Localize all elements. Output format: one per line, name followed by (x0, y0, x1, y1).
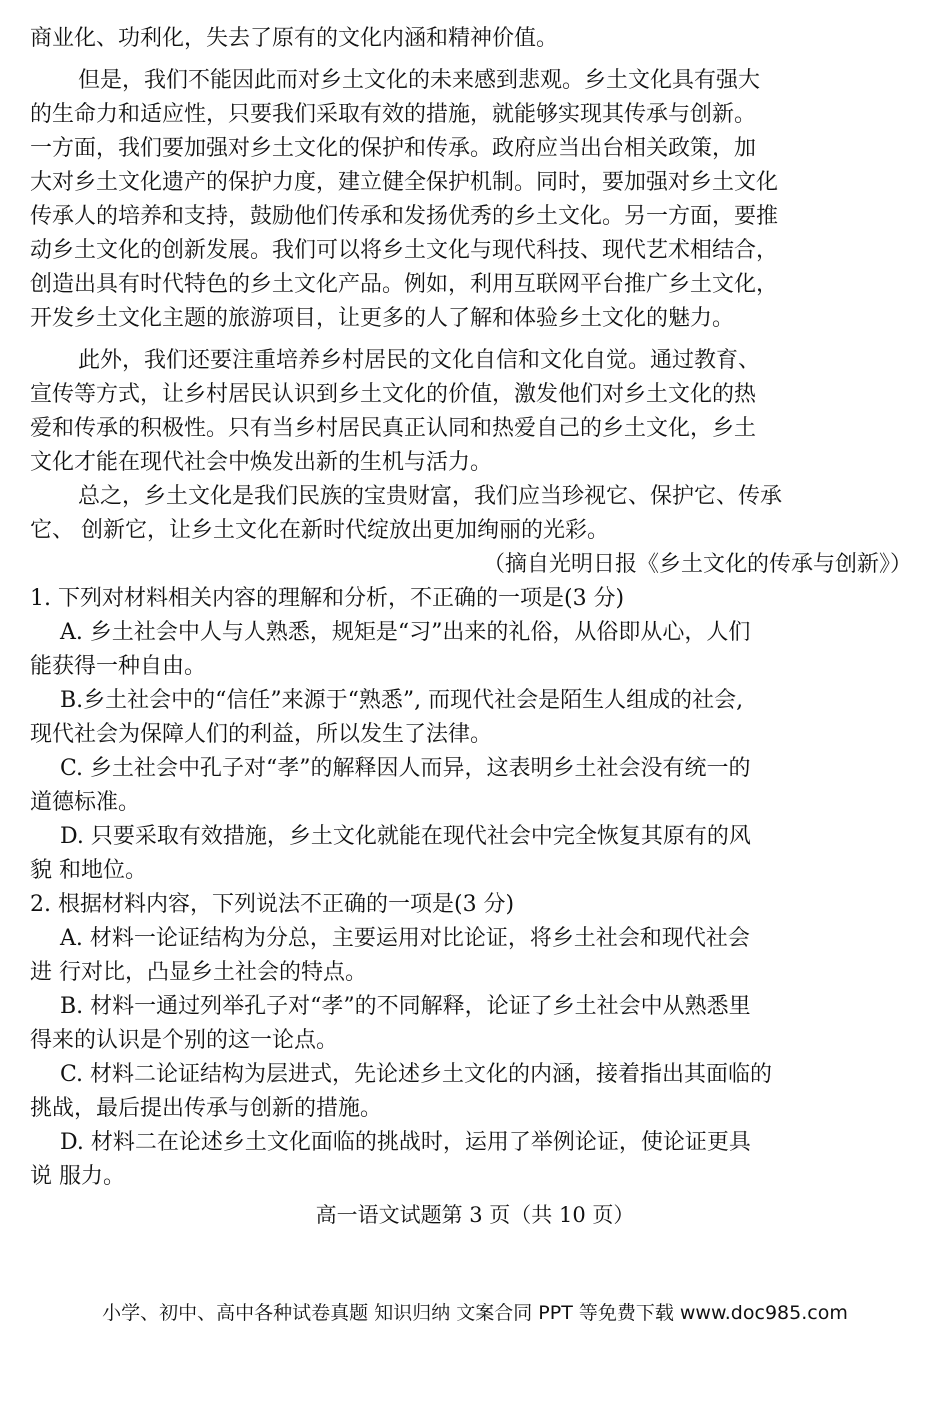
text-line: 一方面，我们要加强对乡土文化的保护和传承。政府应当出台相关政策，加 (30, 136, 757, 161)
text-line: 进 行对比，凸显乡土社会的特点。 (30, 960, 367, 985)
text-line: 大对乡土文化遗产的保护力度，建立健全保护机制。同时，要加强对乡土文化 (30, 170, 779, 195)
question-1-option-c: C. 乡土社会中孔子对“孝”的解释因人而异，这表明乡土社会没有统一的 (60, 756, 751, 781)
paragraph-start-line: 此外，我们还要注重培养乡村居民的文化自信和文化自觉。通过教育、 (78, 348, 761, 373)
text-line: 创造出具有时代特色的乡土文化产品。例如，利用互联网平台推广乡土文化， (30, 272, 779, 297)
text-line: 动乡土文化的创新发展。我们可以将乡土文化与现代科技、现代艺术相结合， (30, 238, 779, 263)
footer-watermark: 小学、初中、高中各种试卷真题 知识归纳 文案合同 PPT 等免费下载 www.doc985.com (102, 1302, 848, 1324)
text-line: 宣传等方式，让乡村居民认识到乡土文化的价值，激发他们对乡土文化的热 (30, 382, 757, 407)
question-2-option-d: D. 材料二在论述乡土文化面临的挑战时，运用了举例论证，使论证更具 (60, 1130, 751, 1155)
text-line: 能获得一种自由。 (30, 654, 207, 679)
page-number: 高一语文试题第 3 页（共 10 页） (315, 1203, 635, 1227)
text-line: 道德标准。 (30, 790, 141, 815)
question-2-option-c: C. 材料二论证结构为层进式，先论述乡土文化的内涵，接着指出其面临的 (60, 1062, 773, 1087)
question-1-option-b: B.乡土社会中的“信任”来源于“熟悉”, 而现代社会是陌生人组成的社会, (60, 688, 744, 713)
text-line: 传承人的培养和支持，鼓励他们传承和发扬优秀的乡土文化。另一方面，要推 (30, 204, 779, 229)
document-body (30, 22, 918, 1194)
question-2-option-b: B. 材料一通过列举孔子对“孝”的不同解释，论证了乡土社会中从熟悉里 (60, 994, 751, 1019)
text-line: 现代社会为保障人们的利益，所以发生了法律。 (30, 722, 493, 747)
question-1-option-a: A. 乡土社会中人与人熟悉，规矩是“习”出来的礼俗，从俗即从心，人们 (60, 620, 751, 645)
paragraph-start-line: 但是，我们不能因此而对乡土文化的未来感到悲观。乡土文化具有强大 (78, 68, 761, 93)
text-line: 说 服力。 (30, 1164, 125, 1189)
text-line: 开发乡土文化主题的旅游项目，让更多的人了解和体验乡土文化的魅力。 (30, 306, 735, 331)
text-line: 爱和传承的积极性。只有当乡村居民真正认同和热爱自己的乡土文化，乡土 (30, 416, 757, 441)
question-2-option-a: A. 材料一论证结构为分总，主要运用对比论证，将乡土社会和现代社会 (60, 926, 750, 951)
text-line: 商业化、功利化，失去了原有的文化内涵和精神价值。 (30, 26, 559, 51)
text-line: 得来的认识是个别的这一论点。 (30, 1028, 339, 1053)
paragraph-start-line: 总之，乡土文化是我们民族的宝贵财富，我们应当珍视它、保护它、传承 (78, 484, 783, 509)
text-line: 貌 和地位。 (30, 858, 147, 883)
text-line: 挑战，最后提出传承与创新的措施。 (30, 1096, 383, 1121)
text-line: 的生命力和适应性，只要我们采取有效的措施，就能够实现其传承与创新。 (30, 102, 757, 127)
text-line: 文化才能在现代社会中焕发出新的生机与活力。 (30, 450, 493, 475)
text-line: 它、 创新它，让乡土文化在新时代绽放出更加绚丽的光彩。 (30, 518, 609, 543)
question-1-option-d: D. 只要采取有效措施，乡土文化就能在现代社会中完全恢复其原有的风 (60, 824, 751, 849)
source-citation: （摘自光明日报《乡土文化的传承与创新》） (482, 552, 912, 577)
question-1-stem: 1. 下列对材料相关内容的理解和分析，不正确的一项是(3 分) (30, 586, 625, 611)
question-2-stem: 2. 根据材料内容，下列说法不正确的一项是(3 分) (30, 892, 515, 917)
